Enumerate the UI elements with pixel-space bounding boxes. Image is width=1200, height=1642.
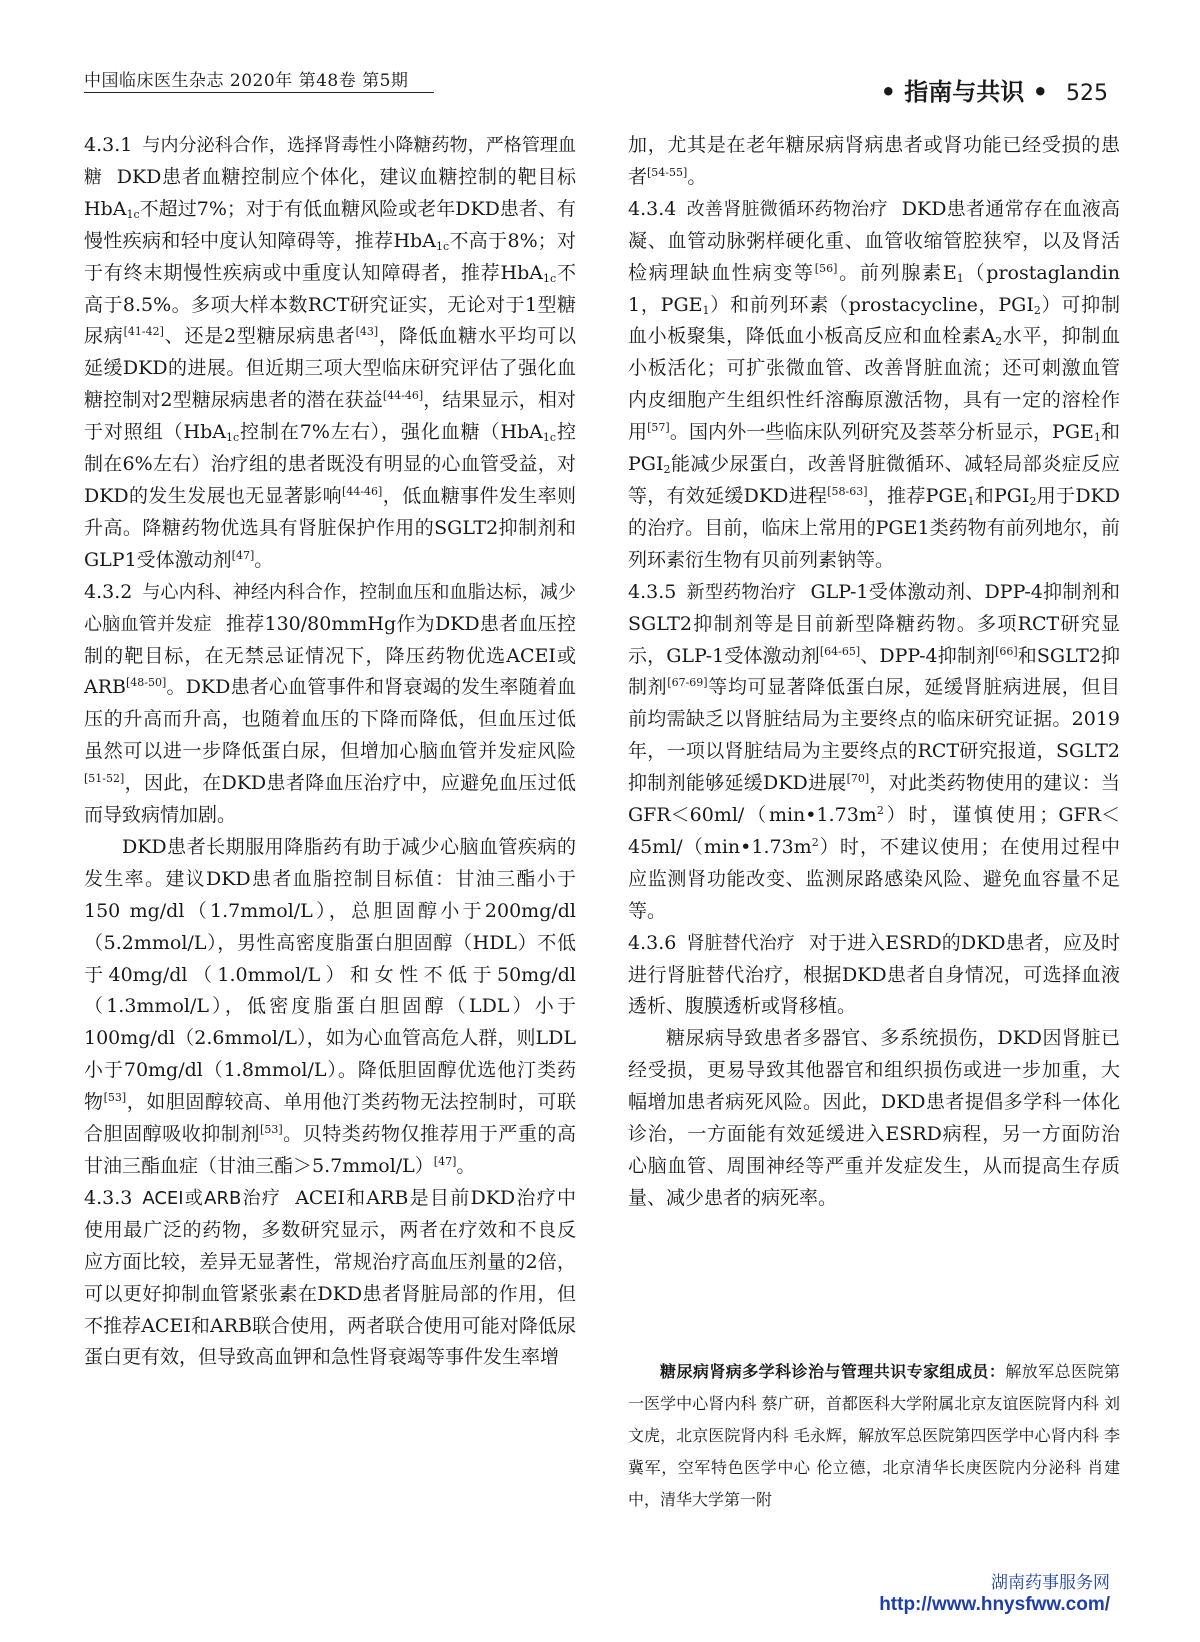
section-title: ACEI或ARB治疗	[142, 1187, 282, 1209]
conclusion-paragraph: 糖尿病导致患者多器官、多系统损伤，DKD因肾脏已经受损，更易导致其他器官和组织损伤或进一步加重，大幅增加患者病死风险。因此，DKD患者提倡多学科一体化诊治，一方面能有效延缓进入ESRD病程，另一方面防治心脑血管、周围神经等严重并发症发生，从而提高生存质量、减少患者的病死率。	[628, 1027, 1120, 1209]
section-4-3-6: 4.3.6 肾脏替代治疗 对于进入ESRD的DKD患者，应及时进行肾脏替代治疗，根据DKD患者自身情况，可选择血液透析、腹膜透析或肾移植。	[628, 931, 1121, 1018]
section-header	[881, 72, 1108, 107]
left-column	[84, 130, 576, 1374]
section-4-3-2: 4.3.2 与心内科、神经内科合作，控制血压和血脂达标，减少心脑血管并发症 推荐130/80mmHg作为DKD患者血压控制的靶目标，在无禁忌证情况下，降压药物优选ACEI或ARB[48-50]。DKD患者心血管事件和肾衰竭的发生率随着血压的升高而升高，也随着血压的下降而降低，但血压过低虽然可以进一步降低蛋白尿，但增加心脑血管并发症风险[51-52]，因此，在DKD患者降血压治疗中，应避免血压过低而导致病情加剧。	[84, 580, 576, 827]
citation: [56]	[814, 261, 838, 275]
section-number: 4.3.5	[628, 580, 677, 603]
section-number: 4.3.4	[628, 197, 677, 220]
citation: [57]	[647, 421, 670, 435]
watermark-url: http://www.hnysfww.com/	[879, 1594, 1110, 1615]
section-title: 与心内科、神经内科合作，控制血压和血脂达标，减少心脑血管并发症	[84, 581, 576, 635]
section-number: 4.3.1	[84, 134, 133, 156]
section-title: 肾脏替代治疗	[686, 932, 795, 954]
watermark	[879, 1572, 1110, 1616]
citation: [70]	[846, 772, 870, 786]
citation: [43]	[355, 325, 379, 339]
section-4-3-3-continued: 加，尤其是在老年糖尿病肾病患者或肾功能已经受损的患者[54-55]。	[628, 134, 1120, 188]
watermark-name: 湖南药事服务网	[991, 1573, 1110, 1592]
citation: [44-46]	[342, 484, 383, 498]
citation: [47]	[433, 1155, 457, 1168]
header-rule	[84, 92, 434, 93]
citation: [41-42]	[123, 325, 164, 339]
citation: [66]	[995, 644, 1018, 658]
section-4-3-5: 4.3.5 新型药物治疗 GLP-1受体激动剂、DPP-4抑制剂和SGLT2抑制剂等是目前新型降糖药物。多项RCT研究显示，GLP-1受体激动剂[64-65]、DPP-4抑制剂[66]和SGLT2抑制剂[67-69]等均可显著降低蛋白尿，延缓肾脏病进展，但目前均需缺乏以肾脏结局为主要终点的临床研究证据。2019年，一项以肾脏结局为主要终点的RCT研究报道，SGLT2抑制剂能够延缓DKD进展[70]，对此类药物使用的建议：当$GFR<60ml/(\min•1.73m^2)$时，谨慎使用；$GFR<45ml/(\min•1.73m^2)$时，不建议使用；在使用过程中应监测肾功能改变、监测尿路感染风险、避免血容量不足等。	[628, 580, 1121, 922]
section-title: 改善肾脏微循环药物治疗	[686, 198, 888, 220]
citation: [51-52]	[84, 772, 125, 786]
section-title: 新型药物治疗	[686, 581, 797, 603]
expert-group-members: 解放军总医院第一医学中心肾内科 蔡广研，首都医科大学附属北京友谊医院肾内科 刘文虎，北京医院肾内科 毛永辉，解放军总医院第四医学中心肾内科 李冀军，空军特色医学中心 伦立德，北京清华长庚医院内分泌科 肖建中，清华大学第一附	[628, 1362, 1120, 1509]
citation: [53]	[103, 1091, 127, 1105]
citation: [48-50]	[126, 676, 167, 690]
section-label: • 指南与共识 •	[880, 78, 1048, 106]
citation: [47]	[231, 548, 255, 562]
citation: [64-65]	[819, 644, 861, 658]
section-title: 与内分泌科合作，选择肾毒性小降糖药物，严格管理血糖	[84, 135, 576, 188]
section-number: 4.3.6	[628, 931, 677, 954]
section-4-3-1: 4.3.1 与内分泌科合作，选择肾毒性小降糖药物，严格管理血糖 DKD患者血糖控制应个体化，建议血糖控制的靶目标HbA$_{1c}$不超过7%；对于有低血糖风险或老年DKD患者、有慢性疾病和轻中度认知障碍等，推荐HbA$_{1c}$不高于8%；对于有终末期慢性疾病或中重度认知障碍者，推荐HbA$_{1c}$不高于8.5%。多项大样本数RCT研究证实，无论对于1型糖尿病[41-42]、还是2型糖尿病患者[43]，降低血糖水平均可以延缓DKD的进展。但近期三项大型临床研究评估了强化血糖控制对2型糖尿病患者的潜在获益[44-46]，结果显示，相对于对照组（HbA$_{1c}$控制在7%左右），强化血糖（HbA$_{1c}$控制在6%左右）治疗组的患者既没有明显的心血管受益，对DKD的发生发展也无显著影响[44-46]，低血糖事件发生率则升高。降糖药物优选具有肾脏保护作用的SGLT2抑制剂和GLP1受体激动剂[47]。	[84, 134, 576, 571]
citation: [53]	[260, 1123, 283, 1137]
citation: [54-55]	[647, 165, 688, 179]
citation: [67-69]	[667, 676, 708, 690]
expert-group	[628, 1356, 1120, 1516]
section-number: 4.3.3	[84, 1186, 133, 1209]
right-column	[628, 130, 1120, 1215]
section-4-3-3: 4.3.3 ACEI或ARB治疗 ACEI和ARB是目前DKD治疗中使用最广泛的药物，多数研究显示，两者在疗效和不良反应方面比较，差异无显著性，常规治疗高血压剂量的2倍，可以更好抑制血管紧张素在DKD患者肾脏局部的作用，但不推荐ACEI和ARB联合使用，两者联合使用可能对降低尿蛋白更有效，但导致高血钾和急性肾衰竭等事件发生率增	[84, 1186, 576, 1369]
section-number: 4.3.2	[84, 580, 133, 603]
section-4-3-4: 4.3.4 改善肾脏微循环药物治疗 DKD患者通常存在血液高凝、血管动脉粥样硬化重、血管收缩管腔狭窄，以及肾活检病理缺血性病变等[56]。前列腺素$E_1(prostaglandin$ 1，$PGE_1$）和前列环素（prostacycline，$PGI_2$）可抑制血小板聚集，降低血小板高反应和血栓素$A_2$水平，抑制血小板活化；可扩张微血管、改善肾脏血流；还可刺激血管内皮细胞产生组织性纤溶酶原激活物，具有一定的溶栓作用[57]。国内外一些临床队列研究及荟萃分析显示，$PGE_1$和$PGI_2$能减少尿蛋白，改善肾脏微循环、减轻局部炎症反应等，有效延缓DKD进程[58-63]，推荐$PGE_1$和$PGI_2$用于DKD的治疗。目前，临床上常用的PGE1类药物有前列地尔，前列环素衍生物有贝前列素钠等。	[628, 197, 1121, 571]
lipid-paragraph: DKD患者长期服用降脂药有助于减少心脑血管疾病的发生率。建议DKD患者血脂控制目标值：甘油三酯小于150 mg/dl（1.7mmol/L），总胆固醇小于200mg/dl（5.2mmol/L），男性高密度脂蛋白胆固醇（HDL）不低于40mg/dl（1.0mmol/L）和女性不低于50mg/dl（1.3mmol/L），低密度脂蛋白胆固醇（LDL）小于100mg/dl（2.6mmol/L），如为心血管高危人群，则LDL小于70mg/dl（1.8mmol/L）。降低胆固醇优选他汀类药物[53]，如胆固醇较高、单用他汀类药物无法控制时，可联合胆固醇吸收抑制剂[53]。贝特类药物仅推荐用于严重的高甘油三酯血症（甘油三酯＞5.7mmol/L）[47]。	[84, 835, 576, 1177]
citation: [58-63]	[827, 484, 868, 498]
citation: [44-46]	[382, 389, 424, 403]
journal-header: 中国临床医生杂志 2020年 第48卷 第5期	[84, 71, 409, 91]
expert-group-label: 糖尿病肾病多学科诊治与管理共识专家组成员：	[660, 1362, 1006, 1381]
page-number: 525	[1066, 81, 1108, 106]
